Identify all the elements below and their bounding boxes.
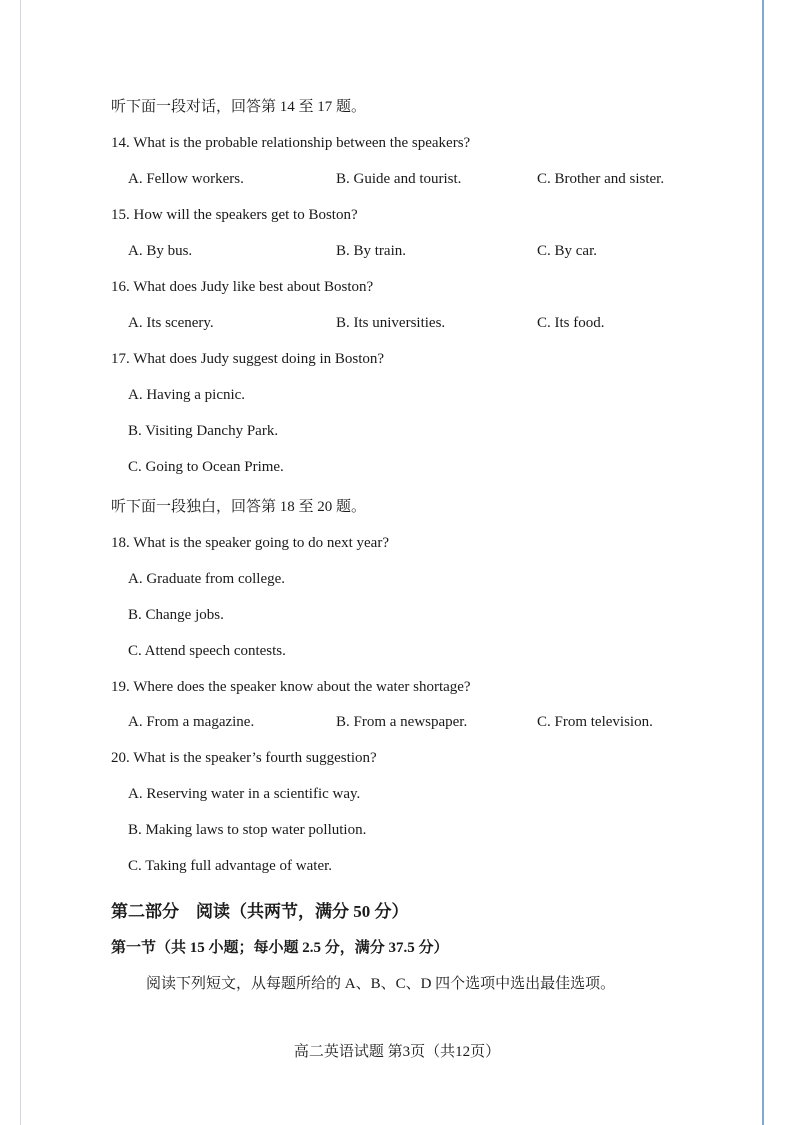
page-footer: 高二英语试题 第3页（共12页） [293, 1044, 501, 1060]
question-15-option-b: B. By train. [336, 243, 406, 259]
question-14-option-b: B. Guide and tourist. [336, 171, 462, 187]
question-20-stem: 20. What is the speaker’s fourth suggestion? [111, 750, 377, 766]
question-20-option-c: C. Taking full advantage of water. [128, 858, 333, 874]
question-16-option-c: C. Its food. [537, 315, 605, 331]
section-heading-2: 听下面一段独白，回答第 18 至 20 题。 [111, 499, 367, 515]
page-border-left [20, 0, 21, 1125]
question-19-option-b: B. From a newspaper. [336, 714, 468, 730]
question-14-option-a: A. Fellow workers. [128, 171, 244, 187]
question-20-option-a: A. Reserving water in a scientific way. [128, 786, 361, 802]
part-two-instruction: 阅读下列短文，从每题所给的 A、B、C、D 四个选项中选出最佳选项。 [146, 976, 616, 992]
question-14-stem: 14. What is the probable relationship between the speakers? [111, 135, 471, 151]
question-16-option-b: B. Its universities. [336, 315, 446, 331]
question-15-option-a: A. By bus. [128, 243, 193, 259]
question-17-stem: 17. What does Judy suggest doing in Boston? [111, 351, 385, 367]
question-20-option-b: B. Making laws to stop water pollution. [128, 822, 367, 838]
question-17-option-a: A. Having a picnic. [128, 387, 246, 403]
page-border-right [762, 0, 764, 1125]
question-19-option-c: C. From television. [537, 714, 653, 730]
question-16-option-a: A. Its scenery. [128, 315, 214, 331]
question-17-option-c: C. Going to Ocean Prime. [128, 459, 284, 475]
question-14-option-c: C. Brother and sister. [537, 171, 665, 187]
part-two-title: 第二部分 阅读（共两节，满分 50 分） [111, 902, 409, 921]
question-15-stem: 15. How will the speakers get to Boston? [111, 207, 358, 223]
question-18-option-b: B. Change jobs. [128, 607, 224, 623]
question-18-option-a: A. Graduate from college. [128, 571, 286, 587]
question-17-option-b: B. Visiting Danchy Park. [128, 423, 279, 439]
question-18-option-c: C. Attend speech contests. [128, 643, 286, 659]
question-15-option-c: C. By car. [537, 243, 597, 259]
question-16-stem: 16. What does Judy like best about Boston? [111, 279, 374, 295]
question-19-option-a: A. From a magazine. [128, 714, 255, 730]
question-18-stem: 18. What is the speaker going to do next year? [111, 535, 389, 551]
question-19-stem: 19. Where does the speaker know about the water shortage? [111, 679, 471, 695]
section-heading-1: 听下面一段对话，回答第 14 至 17 题。 [111, 99, 367, 115]
part-two-subtitle: 第一节（共 15 小题；每小题 2.5 分，满分 37.5 分） [111, 940, 449, 956]
